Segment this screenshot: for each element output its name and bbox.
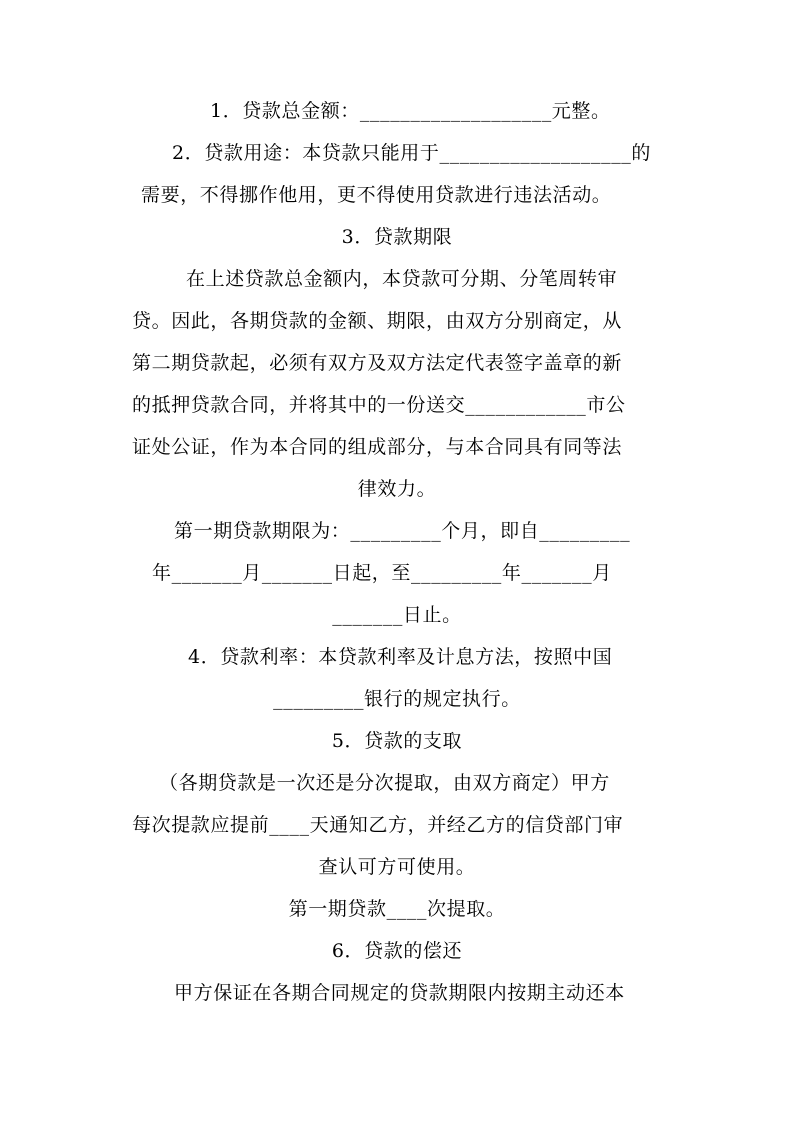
clause-2-continuation: 需要，不得挪作他用，更不得使用贷款进行违法活动。: [141, 184, 612, 206]
clause-3-heading: 3．贷款期限: [341, 226, 453, 248]
clause-3-paragraph-line-2: 贷。因此，各期贷款的金额、期限，由双方分别商定，从: [132, 310, 623, 332]
first-period-term-line-2: 年_______月_______日起，至_________年_______月: [152, 562, 612, 584]
clause-5-paragraph-line-3: 查认可方可使用。: [318, 856, 476, 878]
clause-4-continuation: _________银行的规定执行。: [273, 688, 521, 710]
first-period-withdrawal: 第一期贷款____次提取。: [288, 898, 506, 920]
clause-5-paragraph-line-1: （各期贷款是一次还是分次提取，由双方商定）甲方: [159, 772, 610, 794]
clause-5-heading: 5．贷款的支取: [331, 730, 463, 752]
clause-3-paragraph-line-3: 第二期贷款起，必须有双方及双方法定代表签字盖章的新: [132, 352, 623, 374]
clause-3-paragraph-line-1: 在上述贷款总金额内，本贷款可分期、分笔周转审: [186, 268, 618, 290]
clause-1-loan-amount: 1．贷款总金额：___________________元整。: [210, 100, 611, 122]
clause-3-paragraph-line-5: 证处公证，作为本合同的组成部分，与本合同具有同等法: [132, 436, 623, 458]
first-period-term-line-1: 第一期贷款期限为：_________个月，即自_________: [174, 520, 631, 542]
clause-3-paragraph-line-6: 律效力。: [357, 478, 437, 500]
clause-6-paragraph-line-1: 甲方保证在各期合同规定的贷款期限内按期主动还本: [174, 982, 625, 1004]
clause-5-paragraph-line-2: 每次提款应提前____天通知乙方，并经乙方的信贷部门审: [132, 814, 624, 836]
first-period-term-line-3: _______日止。: [332, 604, 462, 626]
clause-3-paragraph-line-4: 的抵押贷款合同，并将其中的一份送交____________市公: [132, 394, 626, 416]
clause-2-loan-purpose: 2．贷款用途：本贷款只能用于___________________的: [172, 142, 651, 164]
clause-6-heading: 6．贷款的偿还: [331, 940, 463, 962]
clause-4-interest-rate: 4．贷款利率：本贷款利率及计息方法，按照中国: [188, 646, 613, 668]
